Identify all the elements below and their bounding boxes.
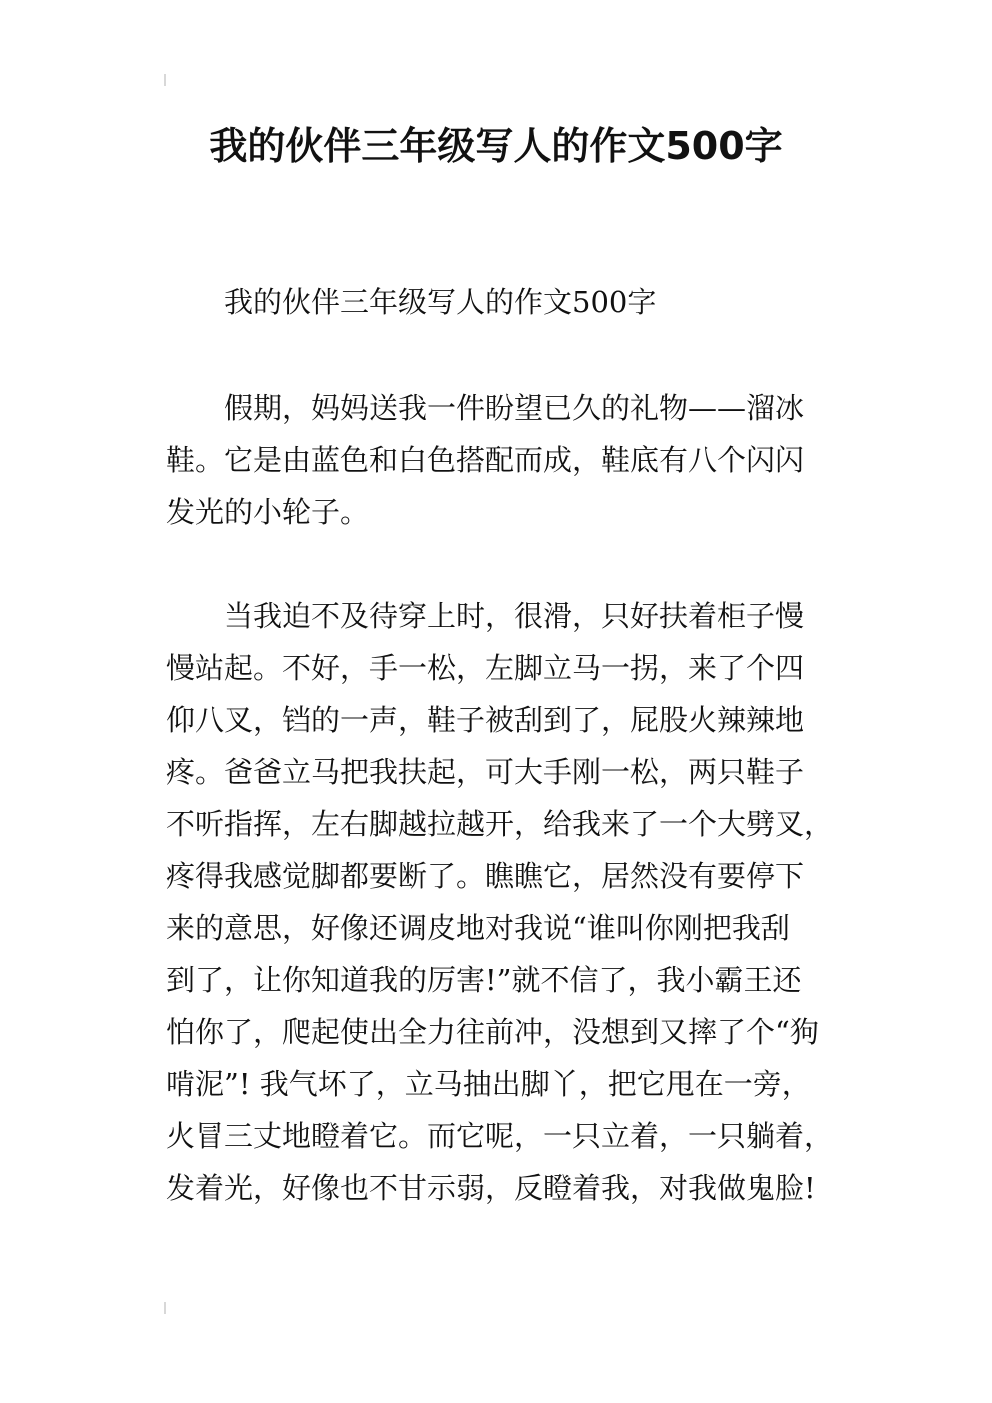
document-title: 我的伙伴三年级写人的作文500字 xyxy=(209,124,783,168)
paragraph-line: 到了，让你知道我的厉害!”就不信了，我小霸王还 xyxy=(166,963,802,997)
document-subtitle: 我的伙伴三年级写人的作文500字 xyxy=(224,285,657,319)
paragraph-line: 怕你了，爬起使出全力往前冲，没想到又摔了个“狗 xyxy=(166,1015,819,1049)
paragraph-1 xyxy=(166,382,832,538)
paragraph-2 xyxy=(166,590,832,1214)
paragraph-line: 发光的小轮子。 xyxy=(166,495,370,529)
paragraph-line: 发着光，好像也不甘示弱，反瞪着我，对我做鬼脸! xyxy=(166,1171,816,1205)
margin-mark-bottom xyxy=(164,1302,166,1314)
paragraph-line: 疼得我感觉脚都要断了。瞧瞧它，居然没有要停下 xyxy=(166,859,805,893)
paragraph-line: 啃泥”! 我气坏了，立马抽出脚丫，把它甩在一旁， xyxy=(166,1067,811,1101)
paragraph-line: 仰八叉，铛的一声，鞋子被刮到了，屁股火辣辣地 xyxy=(166,703,805,737)
paragraph-line: 疼。爸爸立马把我扶起，可大手刚一松，两只鞋子 xyxy=(166,755,805,789)
paragraph-line: 假期，妈妈送我一件盼望已久的礼物——溜冰 xyxy=(224,391,805,425)
paragraph-line: 不听指挥，左右脚越拉越开，给我来了一个大劈叉， xyxy=(166,807,834,841)
paragraph-line: 鞋。它是由蓝色和白色搭配而成，鞋底有八个闪闪 xyxy=(166,443,805,477)
margin-mark-top xyxy=(164,74,166,86)
paragraph-line: 来的意思，好像还调皮地对我说“谁叫你刚把我刮 xyxy=(166,911,790,945)
paragraph-line: 火冒三丈地瞪着它。而它呢，一只立着，一只躺着， xyxy=(166,1119,834,1153)
paragraph-line: 当我迫不及待穿上时，很滑，只好扶着柜子慢 xyxy=(224,599,805,633)
paragraph-line: 慢站起。不好，手一松，左脚立马一拐，来了个四 xyxy=(166,651,805,685)
